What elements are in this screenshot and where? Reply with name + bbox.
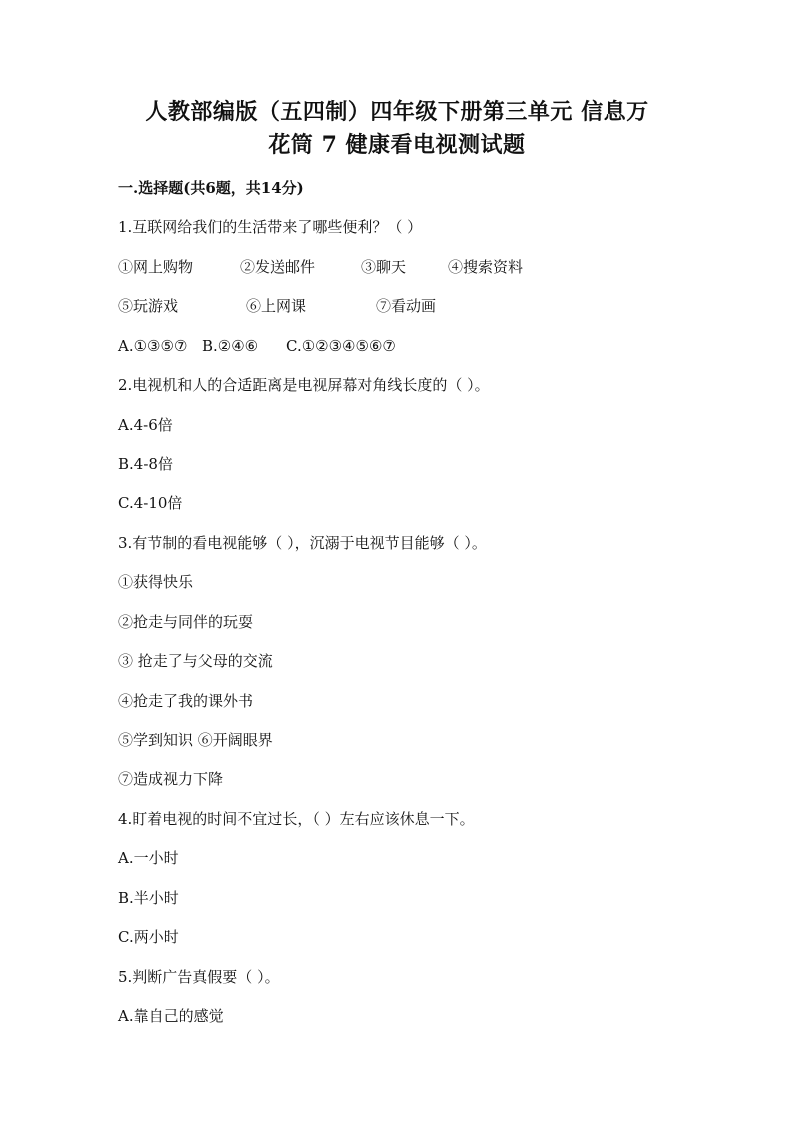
q1-choice-a: A.①③⑤⑦ bbox=[118, 337, 188, 355]
q1-item-3: ③聊天 bbox=[361, 258, 407, 276]
q3-item-7: ⑦造成视力下降 bbox=[118, 770, 224, 788]
q2-choice-a: A.4-6倍 bbox=[118, 416, 173, 434]
q4-choice-a: A.一小时 bbox=[118, 849, 179, 867]
q1-item-1: ①网上购物 bbox=[118, 258, 194, 276]
q3-item-3: ③ 抢走了与父母的交流 bbox=[118, 652, 273, 670]
q1-item-4: ④搜索资料 bbox=[448, 258, 524, 276]
q2-choice-b: B.4-8倍 bbox=[118, 455, 173, 473]
page-title-line-2: 花筒 7 健康看电视测试题 bbox=[268, 132, 526, 158]
q1-choice-c: C.①②③④⑤⑥⑦ bbox=[286, 337, 396, 355]
section-heading: 一.选择题(共6题，共14分) bbox=[118, 179, 304, 197]
q4-choice-c: C.两小时 bbox=[118, 928, 179, 946]
q1-item-6: ⑥上网课 bbox=[246, 297, 307, 315]
q1-item-5: ⑤玩游戏 bbox=[118, 297, 179, 315]
q1-item-7: ⑦看动画 bbox=[376, 297, 437, 315]
q1-choice-b: B.②④⑥ bbox=[202, 337, 259, 355]
question-4-stem: 4.盯着电视的时间不宜过长，（ ）左右应该休息一下。 bbox=[118, 810, 475, 828]
q4-choice-b: B.半小时 bbox=[118, 889, 179, 907]
q2-choice-c: C.4-10倍 bbox=[118, 494, 183, 512]
q3-item-5-6: ⑤学到知识 ⑥开阔眼界 bbox=[118, 731, 273, 749]
q5-choice-a: A.靠自己的感觉 bbox=[118, 1007, 224, 1025]
question-1-stem: 1.互联网给我们的生活带来了哪些便利？（ ） bbox=[118, 218, 423, 236]
q3-item-2: ②抢走与同伴的玩耍 bbox=[118, 613, 254, 631]
question-2-stem: 2.电视机和人的合适距离是电视屏幕对角线长度的（ ）。 bbox=[118, 376, 490, 394]
q3-item-4: ④抢走了我的课外书 bbox=[118, 692, 254, 710]
page-title-line-1: 人教部编版（五四制）四年级下册第三单元 信息万 bbox=[145, 99, 649, 125]
question-5-stem: 5.判断广告真假要（ ）。 bbox=[118, 968, 280, 986]
q3-item-1: ①获得快乐 bbox=[118, 573, 194, 591]
question-3-stem: 3.有节制的看电视能够（ ），沉溺于电视节目能够（ ）。 bbox=[118, 534, 487, 552]
q1-item-2: ②发送邮件 bbox=[240, 258, 316, 276]
